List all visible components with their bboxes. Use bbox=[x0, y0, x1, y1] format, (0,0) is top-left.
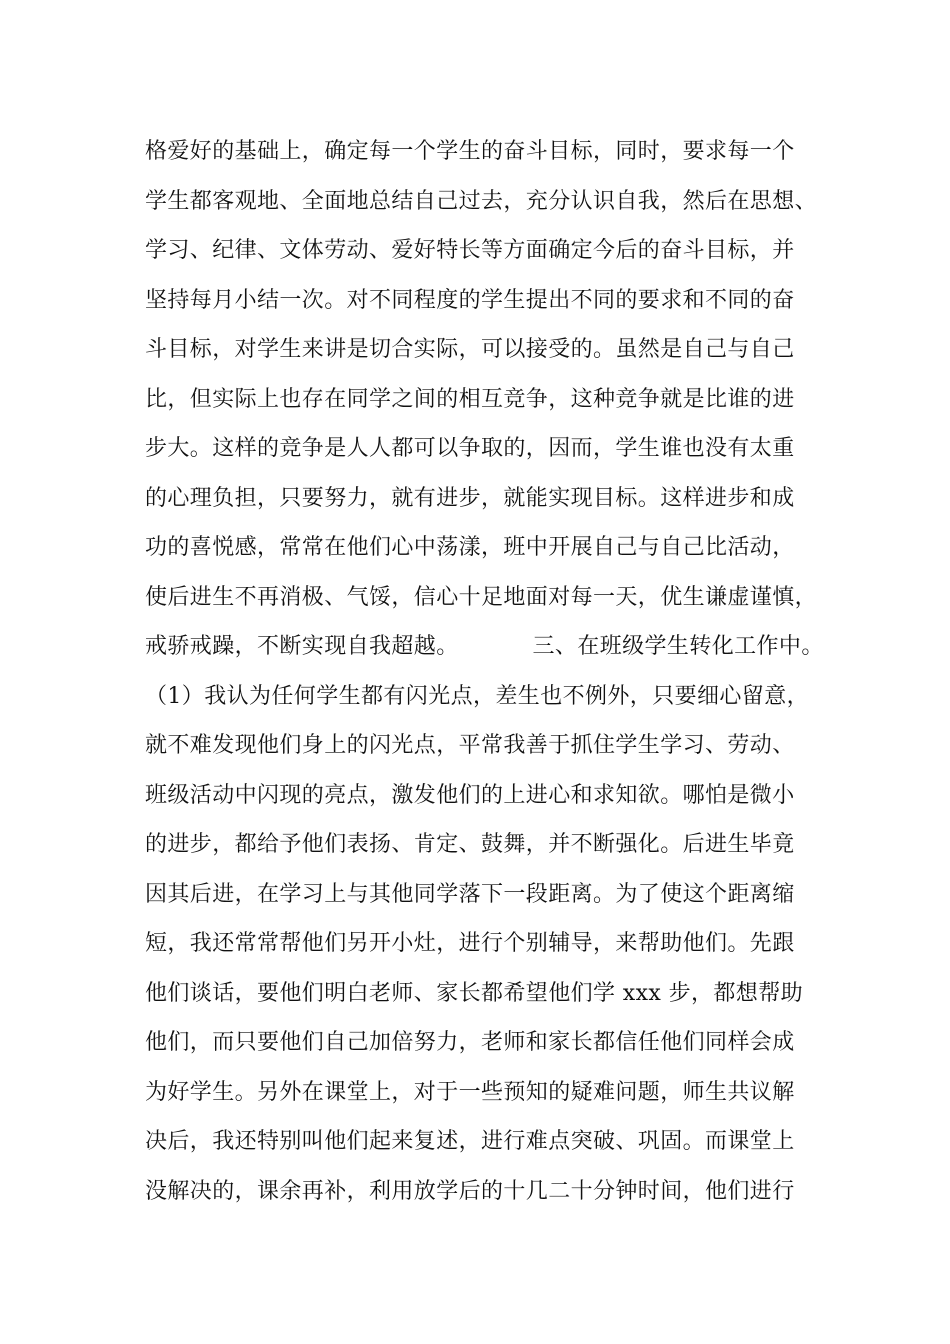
text-line: （1）我认为任何学生都有闪光点，差生也不例外，只要细心留意， bbox=[145, 683, 809, 709]
text-line: 功的喜悦感，常常在他们心中荡漾，班中开展自己与自己比活动， bbox=[145, 535, 795, 560]
text-line: 的进步，都给予他们表扬、肯定、鼓舞，并不断强化。后进生毕竟 bbox=[145, 832, 795, 857]
text-line: 的心理负担，只要努力，就有进步，就能实现目标。这样进步和成 bbox=[145, 485, 795, 511]
text-line: 比，但实际上也存在同学之间的相互竞争，这种竞争就是比谁的进 bbox=[145, 386, 795, 412]
text-line: 班级活动中闪现的亮点，激发他们的上进心和求知欲。哪怕是微小 bbox=[145, 782, 795, 808]
text-line: 步大。这样的竞争是人人都可以争取的，因而，学生谁也没有太重 bbox=[145, 436, 795, 461]
text-line: 学生都客观地、全面地总结自己过去，充分认识自我，然后在思想、 bbox=[145, 188, 818, 214]
text-line: 格爱好的基础上，确定每一个学生的奋斗目标，同时，要求每一个 bbox=[145, 139, 795, 164]
text-line: 他们，而只要他们自己加倍努力，老师和家长都信任他们同样会成 bbox=[145, 1030, 795, 1055]
text-line: 因其后进，在学习上与其他同学落下一段距离。为了使这个距离缩 bbox=[145, 881, 795, 907]
text-line: 他们谈话，要他们明白老师、家长都希望他们学 xxx 步，都想帮助 bbox=[145, 980, 804, 1006]
body-text bbox=[145, 132, 825, 1221]
text-line: 短，我还常常帮他们另开小灶，进行个别辅导，来帮助他们。先跟 bbox=[145, 931, 795, 956]
text-line: 决后，我还特别叫他们起来复述，进行难点突破、巩固。而课堂上 bbox=[145, 1129, 795, 1154]
text-line: 戒骄戒躁，不断实现自我超越。 三、在班级学生转化工作中。 bbox=[145, 634, 824, 659]
text-line: 学习、纪律、文体劳动、爱好特长等方面确定今后的奋斗目标，并 bbox=[145, 238, 795, 263]
text-line: 就不难发现他们身上的闪光点，平常我善于抓住学生学习、劳动、 bbox=[145, 733, 795, 758]
text-line: 使后进生不再消极、气馁，信心十足地面对每一天，优生谦虚谨慎， bbox=[145, 584, 818, 610]
text-line: 斗目标，对学生来讲是切合实际，可以接受的。虽然是自己与自己 bbox=[145, 337, 795, 362]
text-line: 坚持每月小结一次。对不同程度的学生提出不同的要求和不同的奋 bbox=[145, 287, 795, 313]
text-line: 没解决的，课余再补，利用放学后的十几二十分钟时间，他们进行 bbox=[145, 1178, 795, 1204]
text-line: 为好学生。另外在课堂上，对于一些预知的疑难问题，师生共议解 bbox=[145, 1079, 795, 1105]
